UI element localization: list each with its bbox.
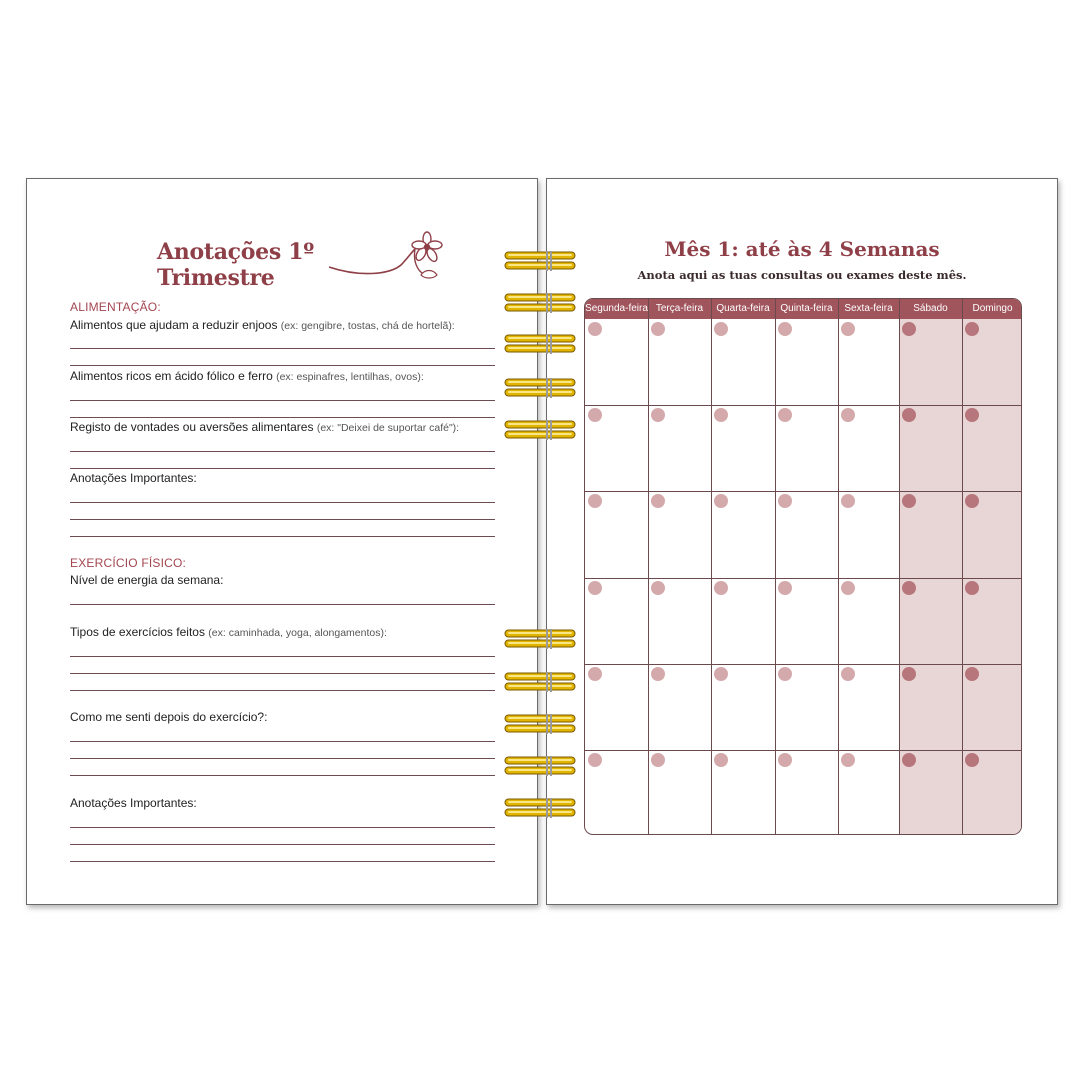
calendar-day-cell-marker[interactable] [714,408,728,422]
calendar-day-cell-marker[interactable] [588,667,602,681]
day-label-segunda: Segunda-feira [585,303,648,314]
day-label-domingo: Domingo [972,303,1013,314]
writing-line[interactable] [70,673,495,674]
exercicio-notes-label: Anotações Importantes: [70,796,197,810]
writing-line[interactable] [70,604,495,605]
calendar-day-cell-marker[interactable] [965,408,979,422]
calendar-day-cell-marker[interactable] [651,494,665,508]
day-label-sexta: Sexta-feira [844,303,893,314]
left-notebook-page [26,178,538,905]
spiral-ring-icon [504,797,576,819]
alimentacao-notes-label: Anotações Importantes: [70,471,197,485]
calendar-day-cell-marker[interactable] [902,408,916,422]
calendar-day-cell-marker[interactable] [902,494,916,508]
calendar-row-divider [585,664,1022,665]
calendar-day-cell-marker[interactable] [588,494,602,508]
writing-line[interactable] [70,536,495,537]
writing-line[interactable] [70,365,495,366]
calendar-day-cell-marker[interactable] [965,494,979,508]
day-label-quinta: Quinta-feira [780,303,833,314]
calendar-day-cell-marker[interactable] [588,408,602,422]
flower-ornament-icon [329,231,449,283]
calendar-day-cell-marker[interactable] [588,322,602,336]
calendar-day-cell-marker[interactable] [651,322,665,336]
day-label-sabado: Sábado [913,303,948,314]
alimentacao-question-3: Registo de vontades ou aversões alimentares (ex: "Deixei de suportar café"): [70,420,460,434]
calendar-day-cell-marker[interactable] [588,753,602,767]
calendar-day-cell-marker[interactable] [965,581,979,595]
right-page-title: Mês 1: até às 4 Semanas [664,237,940,261]
writing-line[interactable] [70,861,495,862]
left-page-title [157,239,417,291]
alimentacao-heading: ALIMENTAÇÃO: [70,300,161,314]
calendar-day-cell-marker[interactable] [778,581,792,595]
calendar-column-divider [711,299,712,835]
calendar-day-cell-marker[interactable] [902,322,916,336]
day-label-terca: Terça-feira [655,303,704,314]
calendar-day-cell-marker[interactable] [841,408,855,422]
right-page-subtitle: Anota aqui as tuas consultas ou exames deste mês. [637,268,967,282]
writing-line[interactable] [70,775,495,776]
calendar-row-divider [585,405,1022,406]
spiral-ring-icon [504,628,576,650]
spiral-ring-icon [504,671,576,693]
month-calendar-grid [584,298,1022,835]
day-label-quarta: Quarta-feira [716,303,770,314]
calendar-day-cell-marker[interactable] [965,322,979,336]
calendar-day-cell-marker[interactable] [778,753,792,767]
spiral-ring-icon [504,377,576,399]
writing-line[interactable] [70,656,495,657]
calendar-day-cell-marker[interactable] [841,322,855,336]
exercicio-question-3: Como me senti depois do exercício?: [70,710,268,724]
calendar-day-cell-marker[interactable] [841,667,855,681]
calendar-day-cell-marker[interactable] [965,753,979,767]
writing-line[interactable] [70,468,495,469]
exercicio-question-2: Tipos de exercícios feitos (ex: caminhada, yoga, alongamentos): [70,625,387,639]
writing-line[interactable] [70,827,495,828]
writing-line[interactable] [70,417,495,418]
calendar-header-row [585,299,1021,319]
alimentacao-question-2: Alimentos ricos em ácido fólico e ferro (ex: espinafres, lentilhas, ovos): [70,369,424,383]
writing-line[interactable] [70,348,495,349]
calendar-day-cell-marker[interactable] [714,581,728,595]
alimentacao-question-1: Alimentos que ajudam a reduzir enjoos (ex: gengibre, tostas, chá de hortelã): [70,318,455,332]
calendar-day-cell-marker[interactable] [778,494,792,508]
exercicio-heading: EXERCÍCIO FÍSICO: [70,556,187,570]
writing-line[interactable] [70,400,495,401]
calendar-day-cell-marker[interactable] [588,581,602,595]
calendar-day-cell-marker[interactable] [651,581,665,595]
writing-line[interactable] [70,451,495,452]
calendar-day-cell-marker[interactable] [841,581,855,595]
calendar-day-cell-marker[interactable] [841,494,855,508]
calendar-day-cell-marker[interactable] [714,753,728,767]
exercicio-question-1: Nível de energia da semana: [70,573,224,587]
calendar-row-divider [585,491,1022,492]
spiral-ring-icon [504,250,576,272]
calendar-day-cell-marker[interactable] [651,408,665,422]
calendar-column-divider [962,299,963,835]
calendar-day-cell-marker[interactable] [902,753,916,767]
calendar-day-cell-marker[interactable] [714,322,728,336]
calendar-day-cell-marker[interactable] [714,494,728,508]
calendar-column-divider [899,299,900,835]
calendar-row-divider [585,578,1022,579]
calendar-column-divider [838,299,839,835]
calendar-day-cell-marker[interactable] [965,667,979,681]
calendar-day-cell-marker[interactable] [651,667,665,681]
calendar-day-cell-marker[interactable] [902,581,916,595]
calendar-day-cell-marker[interactable] [778,322,792,336]
spiral-ring-icon [504,419,576,441]
writing-line[interactable] [70,519,495,520]
spiral-ring-icon [504,755,576,777]
writing-line[interactable] [70,844,495,845]
calendar-day-cell-marker[interactable] [651,753,665,767]
writing-line[interactable] [70,741,495,742]
spiral-ring-icon [504,713,576,735]
writing-line[interactable] [70,758,495,759]
calendar-day-cell-marker[interactable] [778,408,792,422]
spiral-ring-icon [504,292,576,314]
calendar-day-cell-marker[interactable] [778,667,792,681]
left-page-title-text: Anotações 1º Trimestre [157,239,314,291]
calendar-column-divider [775,299,776,835]
calendar-day-cell-marker[interactable] [902,667,916,681]
spiral-ring-icon [504,333,576,355]
calendar-row-divider [585,750,1022,751]
writing-line[interactable] [70,690,495,691]
calendar-column-divider [648,299,649,835]
writing-line[interactable] [70,502,495,503]
right-notebook-page [546,178,1058,905]
calendar-day-cell-marker[interactable] [841,753,855,767]
calendar-day-cell-marker[interactable] [714,667,728,681]
